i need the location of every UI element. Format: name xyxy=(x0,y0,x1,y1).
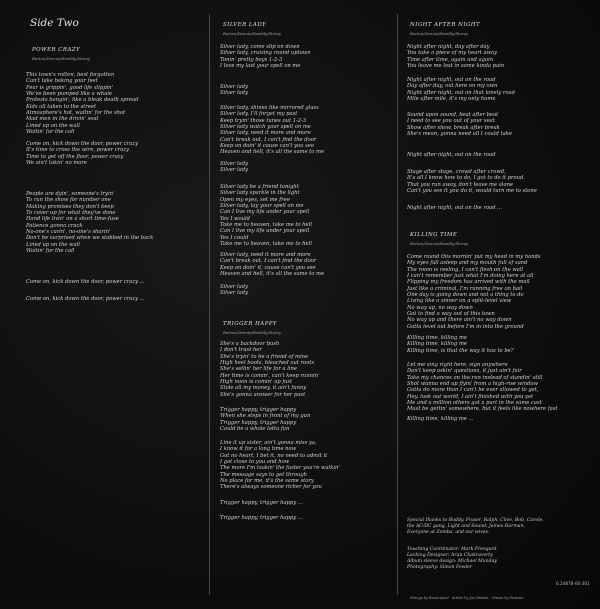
lyric-line: I know it for a long time now xyxy=(220,446,297,453)
lyric-line: I love my last your spell on me xyxy=(220,63,301,70)
lyric-line: Heaven and hell, it's all the same to me xyxy=(220,271,325,278)
lyric-line: Night after night, out on the road xyxy=(407,77,496,83)
lyric-line: Silver lady watch your spell on me xyxy=(220,124,311,131)
lyric-line: Living like a sinner on a split-level view xyxy=(407,298,512,305)
lyric-line: Silver lady sparkle in the light xyxy=(220,190,300,197)
lyric-line: Lined up on the wall xyxy=(26,241,80,248)
song-credit: Burton/Dennis/Hambly/Storey xyxy=(410,31,469,36)
lyric-line: I need to see you out of your seat xyxy=(407,118,495,125)
lyric-line: I don't trust her xyxy=(220,347,262,354)
lyric-line: Silver lady, need it more and more xyxy=(220,130,311,137)
lyric-stanza xyxy=(407,254,541,330)
lyric-line: Silver lady xyxy=(220,90,249,97)
lyric-line: One day is going down and not a thing to do xyxy=(407,292,524,299)
lyric-stanza xyxy=(407,416,474,422)
credit-line: Photography: Simon Fowler xyxy=(407,564,472,570)
column-divider xyxy=(209,14,210,595)
side-title: Side Two xyxy=(30,17,79,29)
lyric-line: You take a piece of my heart away xyxy=(407,50,498,57)
lyric-line: The message says to get through xyxy=(220,471,307,478)
lyric-stanza xyxy=(220,515,303,521)
lyric-line: Gotta do more than I can't be ever allowed to get, xyxy=(407,387,539,394)
lyric-line: The room is reeling, I can't flesh on the wall xyxy=(407,266,524,273)
lyric-line: Yes I could xyxy=(220,234,249,241)
lyric-stanza xyxy=(407,205,502,211)
lyric-line: To cover up for what they've done xyxy=(26,210,116,217)
lyric-line: Day after day, out here on my own xyxy=(407,83,498,90)
lyric-line: It's time to cross the wire, power crazy xyxy=(26,147,129,154)
lyric-line: Heaven and hell, it's all the same to me xyxy=(220,149,325,156)
lyric-stanza xyxy=(407,362,557,413)
credit-line: Album sleeve design: Michael Munday xyxy=(407,558,497,564)
lyric-stanza xyxy=(220,500,303,506)
lyric-line: There's always someone richer for you xyxy=(220,484,322,491)
lyric-line: No way up, no way down xyxy=(407,304,473,311)
lyric-line: Tonin' pretty boys 1-2-3 xyxy=(220,56,283,63)
song-credit: Burton/Dennis/Hambly/Storey xyxy=(223,31,282,36)
column-divider xyxy=(397,14,398,595)
lyric-line: Show after show, break after break xyxy=(407,124,500,131)
lyric-stanza xyxy=(26,279,145,285)
lyric-line: Mad men in the drivin' seat xyxy=(26,116,99,123)
lyric-line: Line it up sister, ain't gonna miss ya, xyxy=(220,440,317,446)
lyric-line: Yes I would xyxy=(220,215,250,222)
lyric-line: Come on, kick down the door, power crazy xyxy=(26,141,139,147)
lyric-line: It's all I know how to do, I got to do it proud. xyxy=(407,175,525,182)
lyric-line: Killing time, killing me ... xyxy=(407,416,474,422)
bottom-credit: Strings by Ravenwood · Artists by Joe Hamlet · Drawn by Parasite xyxy=(410,596,524,600)
lyric-stanza xyxy=(220,341,319,398)
lyric-line: High heel boots, bleached out roots xyxy=(220,360,314,367)
lyric-line: Night after night, out on the road ... xyxy=(407,205,503,211)
lyric-stanza xyxy=(407,169,537,194)
lyric-line: Fear is grippin', good life slippin' xyxy=(26,84,113,91)
lyric-line: Atmosphere's hot, waitin' for the shot xyxy=(26,110,126,117)
lyric-line: Just like a criminal, I'm running free on bail xyxy=(407,285,523,292)
lyric-line: I got close to you and how xyxy=(220,459,290,466)
lyric-line: Lined up on the wall xyxy=(26,122,80,129)
lyric-line: People are dyin', someone's tryin' xyxy=(26,191,115,197)
lyric-stanza xyxy=(220,284,248,297)
lyric-line: You leave me lost in some kinda pain xyxy=(407,63,505,70)
lyric-stanza xyxy=(220,440,340,491)
lyric-line: Take me to heaven, take me to hell xyxy=(220,241,312,248)
song-title-killing-time: KILLING TIME xyxy=(410,232,458,238)
lyric-line: The more I'm lookin' the faster you're walkin' xyxy=(220,465,340,472)
lyric-line: Trigger happy, trigger happy xyxy=(220,419,297,426)
lyric-line: My eyes fall asleep and my mouth full of sand xyxy=(407,260,528,267)
lyric-line: Silver lady, come slip on down xyxy=(220,44,300,50)
lyric-line: Can I live my life under your spell xyxy=(220,209,310,216)
lyric-line: Time to get off the floor, power crazy xyxy=(26,153,124,160)
lyric-line: Silver lady xyxy=(220,284,249,290)
lyric-line: We ain't takin' no more xyxy=(26,160,87,167)
song-title-silver-lady: SILVER LADY xyxy=(223,22,267,28)
lyric-stanza xyxy=(220,407,310,432)
lyric-line: To run the show for number one xyxy=(26,197,111,204)
lyric-stanza xyxy=(220,252,324,277)
catalog-number: 6.24878-00-301 xyxy=(556,581,590,586)
lyric-line: No-one's carin', no-one's sharin' xyxy=(26,229,111,236)
lyric-stanza xyxy=(26,72,138,135)
lyric-stanza xyxy=(407,77,515,102)
credit-line: Special thanks to Buddy, Fraser, Ralph, Clive, Bob, Carole, xyxy=(407,518,544,523)
lyric-line: Trigger happy, trigger happy ... xyxy=(220,500,303,506)
lyric-stanza xyxy=(220,161,248,174)
thanks-note xyxy=(407,518,544,536)
lyric-line: Come round this mornin' put my head in my hands xyxy=(407,254,541,260)
lyric-stanza xyxy=(407,112,512,137)
lyric-stanza xyxy=(26,141,138,166)
lyric-line: Can't break out, I can't find the door xyxy=(220,136,317,143)
lyric-line: Got to find a way out of this town xyxy=(407,311,495,318)
lyric-line: Can't you see it you do it, would turn me to stone xyxy=(407,188,537,195)
lyric-line: Trigger happy, trigger happy ... xyxy=(220,515,303,521)
lyric-line: This town's rotten, best forgotten xyxy=(26,72,115,78)
lyric-line: We've been pumped like a whale xyxy=(26,91,112,98)
lyric-stanza xyxy=(407,335,514,354)
lyric-stanza xyxy=(407,152,495,158)
staff-credits xyxy=(407,547,497,571)
lyric-line: Keep tryin' those tunes out 1-2-3 xyxy=(220,117,307,124)
lyric-line: Let me sing right here, sign anywhere xyxy=(407,362,508,368)
song-title-trigger-happy: TRIGGER HAPPY xyxy=(223,321,278,327)
lyric-line: Come on, kick down the door, power crazy ... xyxy=(26,279,145,285)
lyric-line: Protests bangin', like a bleak death spread xyxy=(26,97,139,104)
credit-line: Lacking Designer: Arun Chakraverty xyxy=(407,552,493,558)
lyric-line: She's gonna answer for her past xyxy=(220,391,306,398)
lyric-line: She's tryin' to be a friend of mine xyxy=(220,353,309,360)
credit-line: Everyone at Zomba, and our wives. xyxy=(407,529,490,535)
lyric-line: Night after night, out on the road xyxy=(407,152,496,158)
lyric-stanza xyxy=(26,296,145,302)
lyric-line: Keep on doin' it cause can't you see xyxy=(220,143,314,150)
lyric-line: Silver lady xyxy=(220,84,249,90)
lyric-stanza xyxy=(220,44,311,69)
lyric-line: Kids all taken to the street xyxy=(26,103,97,110)
lyric-stanza xyxy=(407,44,504,69)
lyric-line: Me and a million others got a part in the same cast xyxy=(407,400,542,407)
lyric-stanza xyxy=(26,191,153,254)
lyric-line: Open my eyes, set me free xyxy=(220,196,290,203)
lyric-line: Trigger happy, trigger happy xyxy=(220,407,297,413)
lyric-line: Making promises they don't keep xyxy=(26,203,114,210)
lyric-line: Hey, look out world, I ain't finished with you yet xyxy=(407,393,534,400)
lyric-stanza xyxy=(220,184,312,247)
lyric-line: Silver lady xyxy=(220,290,249,297)
song-title-night-after-night: NIGHT AFTER NIGHT xyxy=(410,22,481,28)
lyric-line: High noon is comin' up fast xyxy=(220,379,293,386)
lyric-line: Silver lady, I'll forget my past xyxy=(220,111,298,118)
lyric-line: Silver lady, shines like mirrored glass xyxy=(220,105,319,111)
lyric-line: Silver lady xyxy=(220,161,249,167)
lyric-line: Come on, kick down the door, power crazy ... xyxy=(26,296,145,302)
lyric-line: Patience gonna crack xyxy=(26,222,83,229)
song-credit: Burton/Dennis/Hambly/Storey xyxy=(32,56,91,61)
lyric-line: Must be gettin' somewhere, but it feels like nowhere fast xyxy=(407,406,558,413)
lyric-line: Stage after stage, crowd after crowd, xyxy=(407,169,506,175)
lyric-line: Silver lady, lay your spell on me xyxy=(220,203,304,210)
lyric-line: Time after time, again and again xyxy=(407,56,494,63)
lyric-line: Can't break out, I can't find the door xyxy=(220,258,317,265)
lyric-line: Gotta level out before I'm in into the ground xyxy=(407,323,524,330)
lyric-line: Take my chances on the run instead of standin' still xyxy=(407,374,543,381)
lyric-line: Got no heart, I bet it, no need to admit it xyxy=(220,452,328,459)
lyric-line: Killing time, is that the way it has to be? xyxy=(407,347,514,354)
lyric-line: Take me to heaven, take me to hell xyxy=(220,222,312,229)
lyric-line: Night after night, day after day xyxy=(407,44,490,50)
lyric-line: No way up and there ain't no way down xyxy=(407,317,512,324)
lyric-line: Night after night, out on that lonely road xyxy=(407,89,515,96)
lyric-line: Hand life livin' on a short time-fuse xyxy=(26,216,119,223)
lyric-line: Killing time, killing me xyxy=(407,341,467,348)
lyric-line: Waitin' for the call xyxy=(26,248,75,255)
lyric-line: Silver lady be a friend tonight xyxy=(220,184,299,190)
lyric-line: Stole all my money, it ain't funny xyxy=(220,385,307,392)
lyric-line: Her time is comin', can't keep runnin' xyxy=(220,372,320,379)
lyric-stanza xyxy=(220,84,248,97)
lyric-line: Mile after mile, it's my only home xyxy=(407,96,496,103)
lyric-line: Don't be surprised when we stabbed in the back xyxy=(26,235,154,242)
lyric-line: She's a backdoor bush xyxy=(220,341,280,347)
lyric-line: Silver lady xyxy=(220,167,249,174)
lyric-line: I can't remember just what I'm doing here at all xyxy=(407,273,534,280)
lyric-line: Killing time, killing me xyxy=(407,335,467,341)
lyric-line: Keep on doin' it, cause can't you see xyxy=(220,264,316,271)
song-credit: Burton/Dennis/Hambly/Storey xyxy=(410,241,469,246)
song-title-power-crazy: POWER CRAZY xyxy=(32,47,81,53)
lyric-line: Can't take baking your feet xyxy=(26,78,98,85)
lyric-line: Shot wanna end up flyin' from a high-rise window xyxy=(407,381,538,388)
lyric-line: When she steps in front of my gun xyxy=(220,413,311,420)
lyric-line: That you run away, don't leave me alone xyxy=(407,181,513,188)
lyric-line: Waitin' for the call xyxy=(26,129,75,136)
lyric-line: No place for me, it's the same story xyxy=(220,478,314,485)
credit-line: Touching Coordinator: Mark Freegard xyxy=(407,547,497,552)
lyric-line: Can I live my life under your spell xyxy=(220,228,310,235)
lyric-line: Flipping my freedom has arrived with the mail xyxy=(407,279,530,286)
lyric-line: Sound upon sound, beat after beat xyxy=(407,112,499,118)
lyric-line: She's sellin' her life for a line xyxy=(220,366,297,373)
credit-line: the AC/DC gang, Light and Sound, James Harman, xyxy=(407,523,525,529)
lyric-line: Silver lady, cruising round uptown xyxy=(220,50,311,57)
lyric-stanza xyxy=(220,105,324,156)
song-credit: Burton/Dennis/Hambly/Storey xyxy=(223,330,282,335)
lyric-line: Could be a whole lotta fun xyxy=(220,426,290,433)
lyric-line: Don't keep askin' questions, it just ain't fair xyxy=(407,368,522,375)
lyric-line: Silver lady, need it more and more xyxy=(220,252,311,258)
lyric-line: She's mean, gonna need all I could take xyxy=(407,131,512,138)
